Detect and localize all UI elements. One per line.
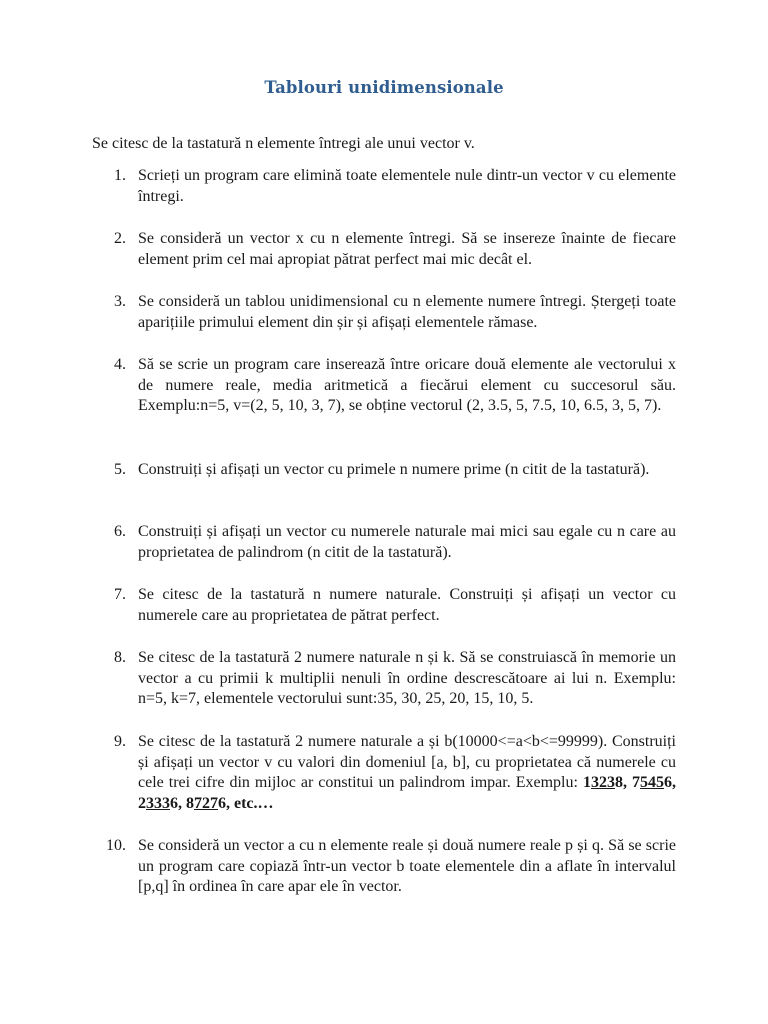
problem-text: Să se scrie un program care inserează între oricare două elemente ale vectorului x de numere reale, media aritmetică a fiecărui element cu succesorul său. Exemplu:n=5, v=(2, 5, 10, 3, 7), se obține vectorul (2, 3.5, 5, 7.5, 10, 6.5, 3, 5, 7).: [138, 356, 676, 414]
example-number: 87276: [186, 794, 226, 812]
problem-text: Se citesc de la tastatură 2 numere naturale n și k. Să se construiască în memorie un vector a cu primii k multiplii nenuli în ordine descrescătoare ai lui n. Exemplu: n=5, k=7, elementele vectorului sunt:35, 30, 25, 20, 15, 10, 5.: [138, 649, 676, 707]
problem-number: 6.: [114, 523, 126, 540]
problem-text: Se consideră un vector a cu n elemente reale și două numere reale p și q. Să se scrie un program care copiază într-un vector b toate elementele din a aflate în intervalul [p,q] în ordinea în care apar ele în vector.: [138, 837, 676, 895]
problem-number: 5.: [114, 461, 126, 478]
problem-text: Scrieți un program care elimină toate elementele nule dintr-un vector v cu elemente întregi.: [138, 167, 676, 205]
problem-text: Construiți și afișați un vector cu numerele naturale mai mici sau egale cu n care au proprietatea de palindrom (n citit de la tastatură).: [138, 523, 676, 561]
problem-number: 8.: [114, 649, 126, 666]
problem-number: 3.: [114, 293, 126, 310]
example-number: 23336: [138, 794, 178, 812]
example-tail: , etc.…: [226, 794, 274, 812]
example-number: 75456: [632, 774, 673, 791]
problem-number: 7.: [114, 586, 126, 603]
problem-text: Se consideră un tablou unidimensional cu n elemente numere întregi. Ștergeți toate aparițiile primului element din șir și afișați elementele rămase.: [138, 293, 676, 331]
problem-text: Se citesc de la tastatură n numere naturale. Construiți și afișați un vector cu numerele care au proprietatea de pătrat perfect.: [138, 586, 676, 624]
page-title: Tablouri unidimensionale: [264, 78, 504, 97]
problem-number: 2.: [114, 230, 126, 247]
problem-text: [138, 732, 676, 814]
problem-text: Construiți și afișați un vector cu primele n numere prime (n citit de la tastatură).: [138, 461, 650, 478]
problem-number: 4.: [114, 356, 126, 373]
problem-number: 9.: [114, 733, 126, 750]
example-number: 13238: [582, 774, 623, 791]
problem-number: 1.: [114, 167, 126, 184]
intro-text: Se citesc de la tastatură n elemente întregi ale unui vector v.: [92, 135, 475, 152]
example-numbers: 13238, 75456, 23336, 87276, etc.…: [138, 774, 677, 812]
problem-text-body: Se citesc de la tastatură 2 numere naturale a și b(10000<=a<b<=99999). Construiți și afișați un vector v cu valori din domeniul [a, b], cu proprietatea că numerele cu cele trei cifre din mijloc ar constitui un palindrom impar. Exemplu:: [138, 733, 676, 791]
problem-number: 10.: [106, 837, 126, 854]
problem-text: Se consideră un vector x cu n elemente întregi. Să se insereze înainte de fiecare element prim cel mai apropiat pătrat perfect mai mic decât el.: [138, 230, 676, 268]
